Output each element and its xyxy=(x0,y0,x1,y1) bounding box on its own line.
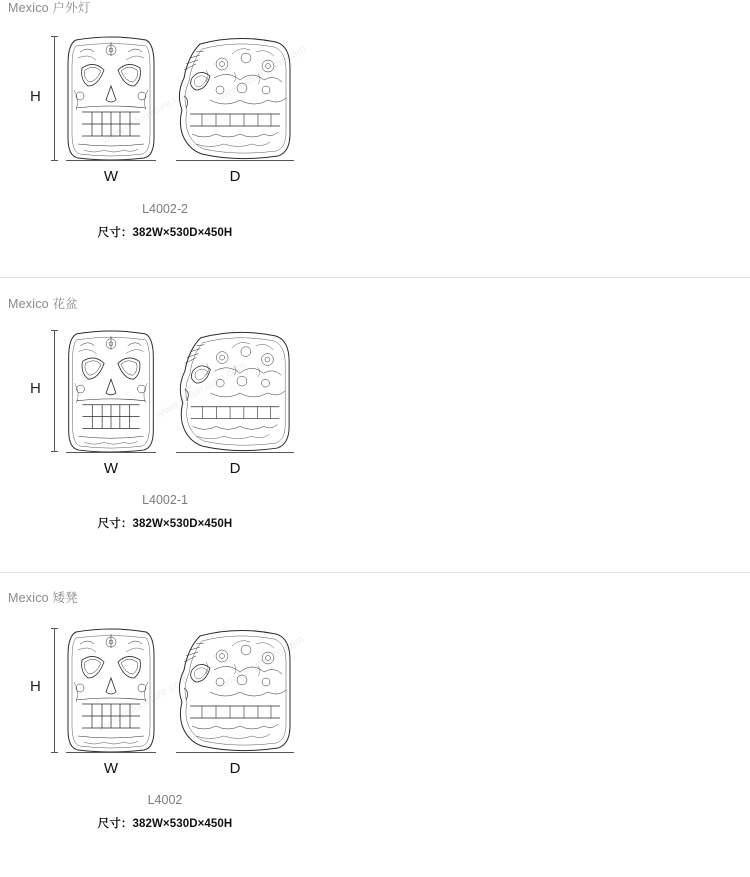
height-tick-bottom xyxy=(51,451,58,452)
skull-front-view-sketch xyxy=(66,626,156,754)
width-underline xyxy=(66,452,156,453)
width-underline xyxy=(66,160,156,161)
width-label: W xyxy=(103,460,119,477)
height-tick-bottom xyxy=(51,752,58,753)
height-label: H xyxy=(30,380,41,397)
skull-front-view-sketch xyxy=(66,328,156,454)
skull-front-view-sketch xyxy=(66,34,156,162)
depth-underline xyxy=(176,160,294,161)
dimension-diagram xyxy=(0,616,750,801)
height-bar xyxy=(54,330,55,452)
product-code: L4002-1 xyxy=(142,493,188,507)
depth-underline xyxy=(176,752,294,753)
height-tick-top xyxy=(51,36,58,37)
section-divider xyxy=(0,277,750,278)
width-underline xyxy=(66,752,156,753)
product-size: 尺寸：382W×530D×450H xyxy=(97,227,233,239)
height-tick-bottom xyxy=(51,160,58,161)
watermark: www.nsfurniture.com xyxy=(153,359,249,421)
height-bar xyxy=(54,628,55,753)
watermark: www.nsfurniture.com xyxy=(213,43,309,105)
depth-label: D xyxy=(229,168,241,185)
watermark: www.nsfurniture.com xyxy=(95,673,191,735)
product-title: Mexico 户外灯 xyxy=(8,1,91,15)
width-label: W xyxy=(103,168,119,185)
product-meta xyxy=(0,793,330,831)
depth-underline xyxy=(176,452,294,453)
product-title: Mexico 矮凳 xyxy=(8,591,78,605)
section-divider xyxy=(0,572,750,573)
watermark: www.nsfurniture.com xyxy=(211,633,307,695)
height-label: H xyxy=(30,88,41,105)
depth-label: D xyxy=(229,460,241,477)
dimension-diagram xyxy=(0,26,750,211)
product-meta xyxy=(0,493,330,531)
skull-side-view-sketch xyxy=(176,328,294,452)
width-label: W xyxy=(103,760,119,777)
depth-label: D xyxy=(229,760,241,777)
product-code: L4002-2 xyxy=(142,202,188,216)
watermark: www.nsfurniture.com xyxy=(99,85,195,147)
height-bar xyxy=(54,36,55,161)
product-meta xyxy=(0,202,330,240)
product-code: L4002 xyxy=(147,793,183,807)
product-size: 尺寸：382W×530D×450H xyxy=(97,518,233,530)
height-label: H xyxy=(30,678,41,695)
height-tick-top xyxy=(51,330,58,331)
height-tick-top xyxy=(51,628,58,629)
skull-side-view-sketch xyxy=(176,34,294,160)
product-title: Mexico 花盆 xyxy=(8,297,78,311)
skull-side-view-sketch xyxy=(176,626,294,752)
product-size: 尺寸：382W×530D×450H xyxy=(97,818,233,830)
dimension-diagram xyxy=(0,322,750,507)
